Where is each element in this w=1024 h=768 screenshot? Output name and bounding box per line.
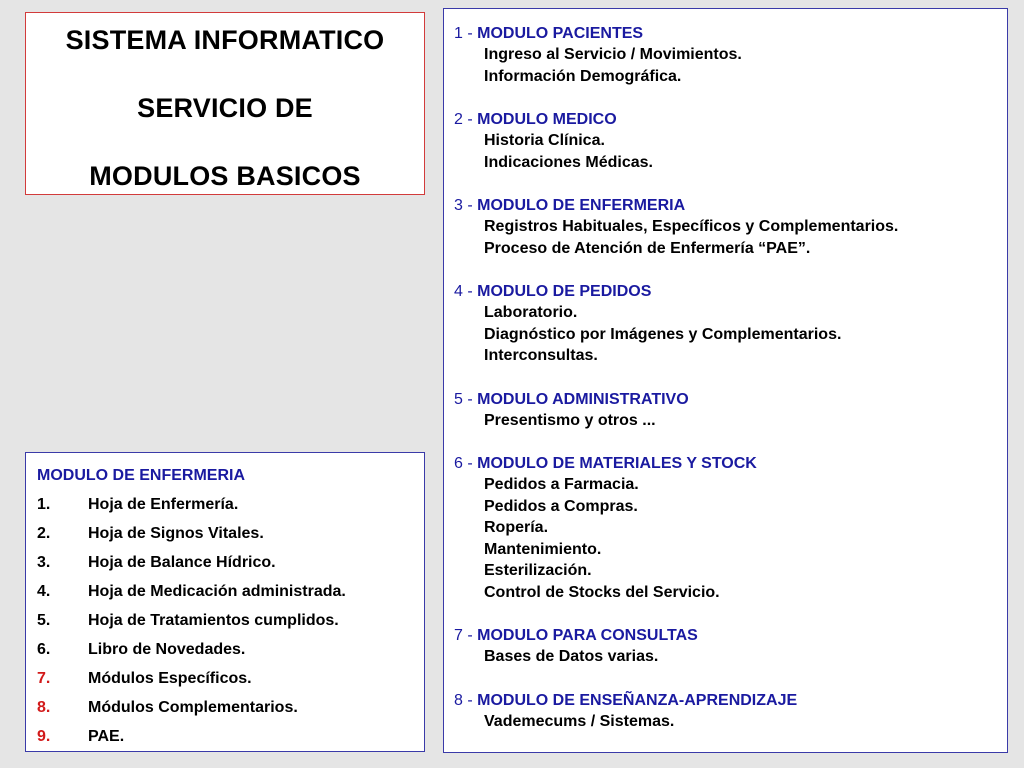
module-item: Ingreso al Servicio / Movimientos. <box>484 46 742 63</box>
module-section <box>454 625 1007 668</box>
list-item-number: 7. <box>37 670 51 687</box>
list-item-number: 1. <box>37 496 51 513</box>
module-title: MODULO ADMINISTRATIVO <box>477 390 689 408</box>
module-header <box>454 195 1007 216</box>
module-section <box>454 281 1007 367</box>
module-section <box>454 453 1007 603</box>
module-title: MODULO DE MATERIALES Y STOCK <box>477 455 757 472</box>
module-title: MODULO PARA CONSULTAS <box>477 627 698 644</box>
module-section <box>454 389 1007 432</box>
module-section <box>454 23 1007 87</box>
modules-box <box>443 8 1008 753</box>
module-title: MODULO PACIENTES <box>477 25 644 42</box>
module-item: Historia Clínica. <box>484 132 605 149</box>
module-item: Laboratorio. <box>484 304 578 321</box>
module-item: Ropería. <box>484 519 549 536</box>
module-number: 6 - <box>454 455 478 472</box>
list-item-number: 3. <box>37 554 51 571</box>
list-item-text: Módulos Específicos. <box>88 670 252 687</box>
list-item-text: Hoja de Medicación administrada. <box>88 583 346 600</box>
list-item-number: 6. <box>37 641 51 658</box>
list-item-number: 9. <box>37 728 51 745</box>
enfermeria-list-item <box>37 519 424 548</box>
module-title: MODULO DE PEDIDOS <box>477 283 652 300</box>
module-title: MODULO DE ENFERMERIA <box>477 197 686 214</box>
enfermeria-list-item <box>37 490 424 519</box>
module-item: Pedidos a Farmacia. <box>484 476 639 493</box>
module-number: 3 - <box>454 197 478 214</box>
list-item-number: 4. <box>37 583 51 600</box>
module-item: Control de Stocks del Servicio. <box>484 583 720 601</box>
title-box <box>25 12 425 195</box>
module-title: MODULO DE ENSEÑANZA-APRENDIZAJE <box>477 691 798 709</box>
module-section <box>454 690 1007 733</box>
title-line-1: SISTEMA INFORMATICO <box>65 25 385 55</box>
module-item: Presentismo y otros ... <box>484 411 656 429</box>
list-item-number: 8. <box>37 699 51 716</box>
list-item-text: Módulos Complementarios. <box>88 699 298 716</box>
module-item: Interconsultas. <box>484 347 598 364</box>
enfermeria-list-item <box>37 722 424 751</box>
enfermeria-list-item <box>37 577 424 606</box>
list-item-number: 2. <box>37 525 51 542</box>
module-item: Indicaciones Médicas. <box>484 153 653 171</box>
module-item: Vademecums / Sistemas. <box>484 712 675 730</box>
module-section <box>454 109 1007 173</box>
enfermeria-list-item <box>37 635 424 664</box>
module-item: Registros Habituales, Específicos y Complementarios. <box>484 218 899 235</box>
module-item: Esterilización. <box>484 562 592 579</box>
module-number: 7 - <box>454 627 478 644</box>
module-item: Mantenimiento. <box>484 540 602 558</box>
enfermeria-box <box>25 452 425 752</box>
module-title: MODULO MEDICO <box>477 111 617 128</box>
enfermeria-heading: MODULO DE ENFERMERIA <box>37 467 245 484</box>
module-header <box>454 389 1007 410</box>
enfermeria-list-item <box>37 693 424 722</box>
enfermeria-list <box>37 490 424 751</box>
module-number: 5 - <box>454 390 478 408</box>
title-line-3: MODULOS BASICOS <box>89 161 361 191</box>
list-item-text: PAE. <box>88 728 125 745</box>
module-item: Información Demográfica. <box>484 67 682 85</box>
list-item-text: Hoja de Tratamientos cumplidos. <box>88 612 339 629</box>
module-header <box>454 453 1007 474</box>
enfermeria-list-item <box>37 548 424 577</box>
module-number: 2 - <box>454 111 478 128</box>
list-item-number: 5. <box>37 612 51 629</box>
module-item: Proceso de Atención de Enfermería “PAE”. <box>484 239 811 257</box>
module-section <box>454 195 1007 259</box>
module-item: Bases de Datos varias. <box>484 648 659 665</box>
list-item-text: Libro de Novedades. <box>88 641 246 658</box>
list-item-text: Hoja de Enfermería. <box>88 496 239 513</box>
module-header <box>454 625 1007 646</box>
module-number: 8 - <box>454 691 478 709</box>
title-line-2: SERVICIO DE <box>137 93 313 123</box>
list-item-text: Hoja de Balance Hídrico. <box>88 554 276 571</box>
module-header <box>454 23 1007 44</box>
list-item-text: Hoja de Signos Vitales. <box>88 525 264 542</box>
module-number: 1 - <box>454 25 478 42</box>
module-item: Pedidos a Compras. <box>484 497 638 515</box>
enfermeria-list-item <box>37 606 424 635</box>
module-number: 4 - <box>454 283 478 300</box>
module-item: Diagnóstico por Imágenes y Complementarios. <box>484 325 842 343</box>
module-header <box>454 109 1007 130</box>
module-header <box>454 281 1007 302</box>
module-header <box>454 690 1007 711</box>
enfermeria-list-item <box>37 664 424 693</box>
